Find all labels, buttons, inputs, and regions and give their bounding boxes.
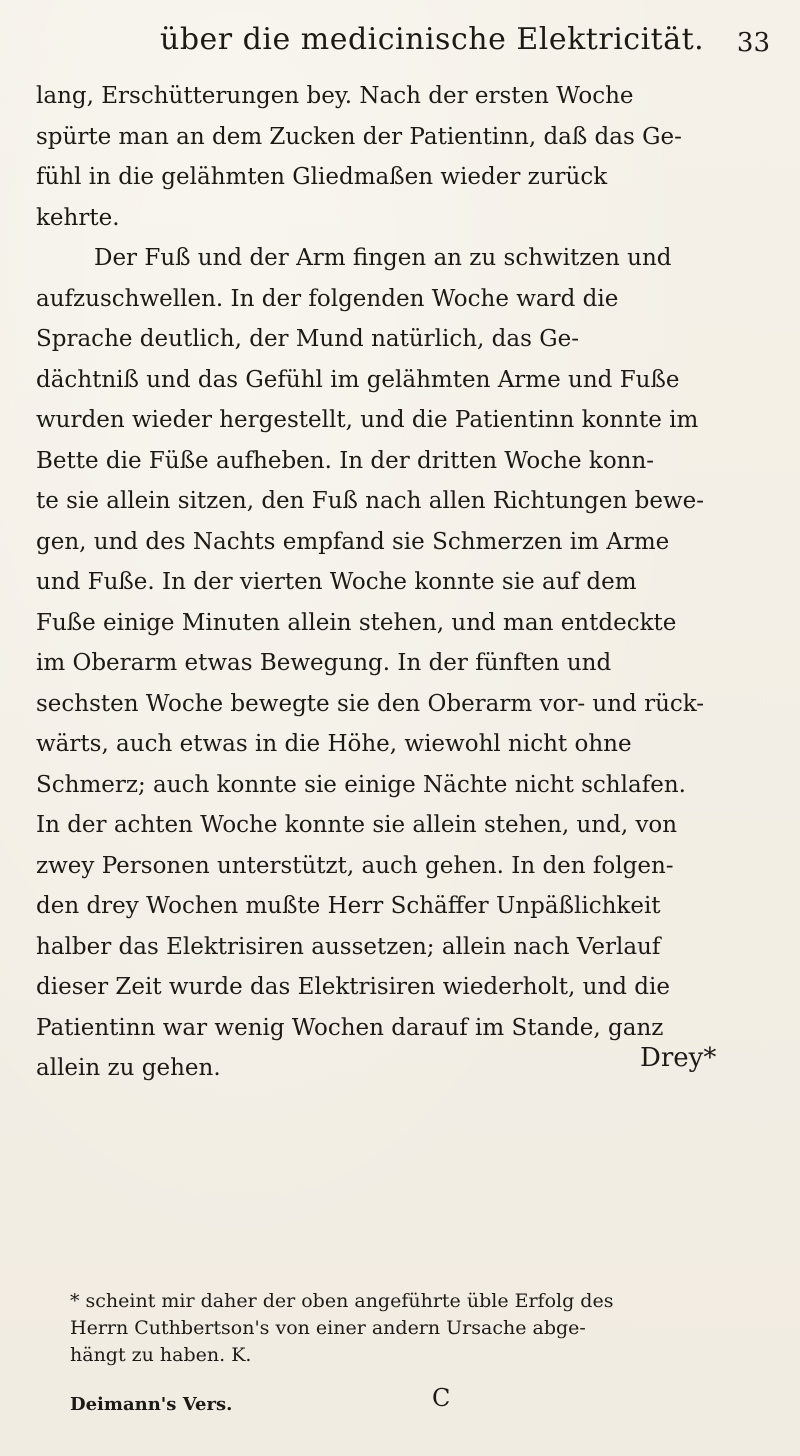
text-line: fühl in die gelähmten Gliedmaßen wieder zurück [36, 164, 608, 190]
text-line: allein zu gehen. [36, 1055, 221, 1081]
text-line: te sie allein sitzen, den Fuß nach allen Richtungen bewe- [36, 488, 705, 514]
text-line: zwey Personen unterstützt, auch gehen. In den folgen- [36, 852, 674, 879]
text-line: Bette die Füße aufheben. In der dritten Woche konn- [36, 447, 655, 474]
text-line: dächtniß und das Gefühl im gelähmten Arme und Fuße [36, 366, 680, 393]
text-line: spürte man an dem Zucken der Patientinn, daß das Ge- [36, 123, 682, 150]
page-header [160, 8, 770, 68]
footnote-line: * scheint mir daher der oben angeführte üble Erfolg des [70, 1290, 614, 1312]
text-line: Schmerz; auch konnte sie einige Nächte nicht schlafen. [36, 771, 686, 798]
text-line: gen, und des Nachts empfand sie Schmerzen im Arme [36, 528, 670, 555]
text-line: In der achten Woche konnte sie allein stehen, und, von [36, 812, 678, 838]
catchword: Drey* [640, 1043, 717, 1073]
signature-mark: C [432, 1384, 451, 1412]
text-line: wärts, auch etwas in die Höhe, wiewohl nicht ohne [36, 731, 632, 757]
paragraph-start-line: Der Fuß und der Arm fingen an zu schwitzen und [94, 245, 672, 271]
text-line: Sprache deutlich, der Mund natürlich, das Ge- [36, 326, 579, 352]
text-line: aufzuschwellen. In der folgenden Woche ward die [36, 285, 619, 312]
text-line: im Oberarm etwas Bewegung. In der fünften und [36, 650, 612, 676]
text-line: dieser Zeit wurde das Elektrisiren wiederholt, und die [36, 974, 670, 1000]
text-line: halber das Elektrisiren aussetzen; allein nach Verlauf [36, 933, 661, 960]
text-line: den drey Wochen mußte Herr Schäffer Unpäßlichkeit [36, 893, 661, 919]
text-line: und Fuße. In der vierten Woche konnte sie auf dem [36, 569, 637, 595]
signature-line: Deimann's Vers. [70, 1394, 233, 1415]
text-line: sechsten Woche bewegte sie den Oberarm vor- und rück- [36, 690, 705, 717]
text-line: lang, Erschütterungen bey. Nach der ersten Woche [36, 83, 634, 109]
footnote [70, 1288, 750, 1369]
page-number: 33 [736, 28, 770, 58]
text-line: Fuße einige Minuten allein stehen, und man entdeckte [36, 609, 677, 636]
text-line: wurden wieder hergestellt, und die Patientinn konnte im [36, 407, 699, 433]
text-line: Patientinn war wenig Wochen darauf im Stande, ganz [36, 1014, 664, 1041]
running-head: über die medicinische Elektricität. [160, 22, 705, 57]
footnote-line: Herrn Cuthbertson's von einer andern Ursache abge- [70, 1317, 586, 1339]
body-text [36, 76, 766, 1089]
text-line: kehrte. [36, 204, 120, 231]
footnote-line: hängt zu haben. K. [70, 1344, 252, 1366]
